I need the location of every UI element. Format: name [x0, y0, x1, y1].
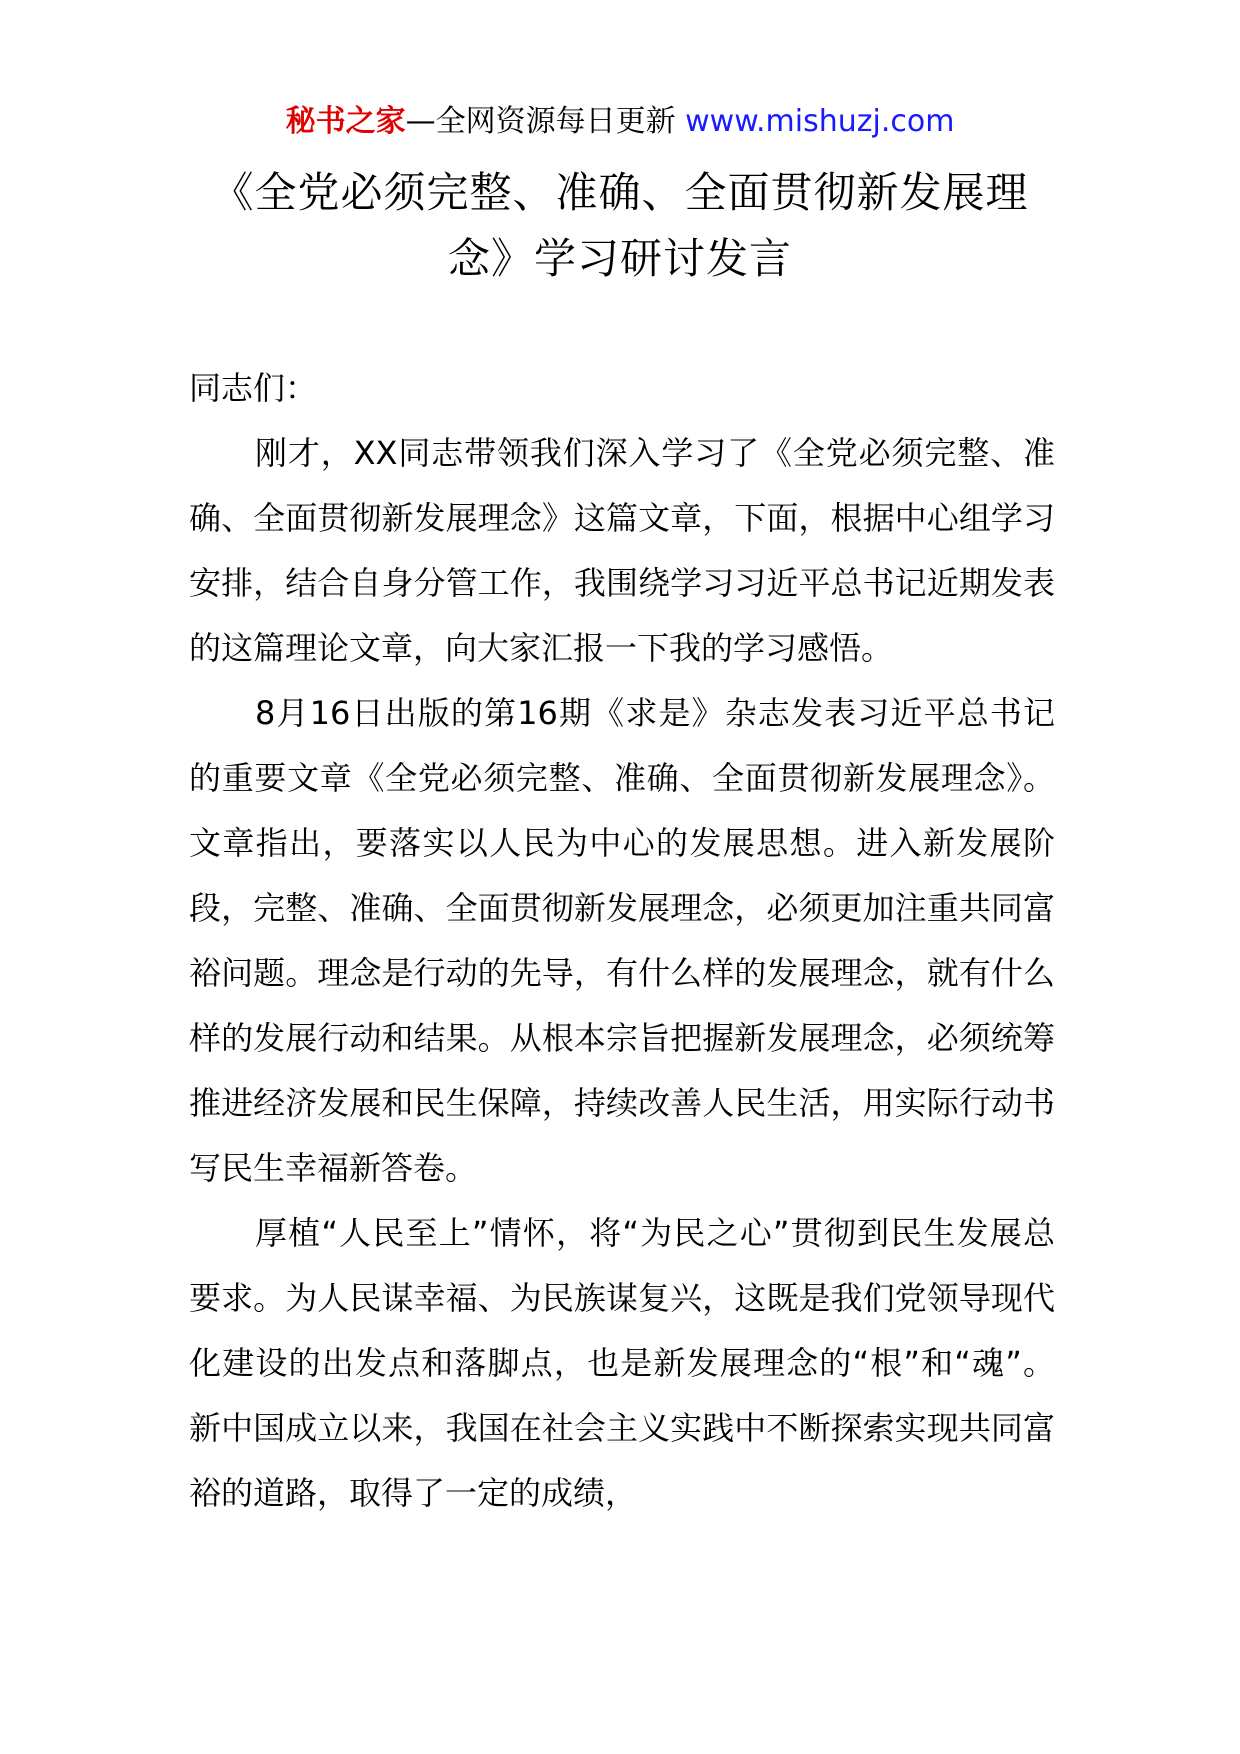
paragraph-3: 厚植“人民至上”情怀，将“为民之心”贯彻到民生发展总要求。为人民谋幸福、为民族谋复兴，这既是我们党领导现代化建设的出发点和落脚点，也是新发展理念的“根”和“魂”。新中国成立以来，我国在社会主义实践中不断探索实现共同富裕的道路，取得了一定的成绩， [189, 1214, 1055, 1512]
site-slogan: —全网资源每日更新 [405, 104, 686, 139]
document-body [189, 356, 1055, 1526]
paragraph-1: 刚才，XX同志带领我们深入学习了《全党必须完整、准确、全面贯彻新发展理念》这篇文章，下面，根据中心组学习安排，结合自身分管工作，我围绕学习习近平总书记近期发表的这篇理论文章，向大家汇报一下我的学习感悟。 [189, 434, 1055, 667]
document-title: 《全党必须完整、准确、全面贯彻新发展理念》学习研讨发言 [211, 168, 1029, 283]
brand-name: 秘书之家 [285, 104, 406, 139]
paragraph-2: 8月16日出版的第16期《求是》杂志发表习近平总书记的重要文章《全党必须完整、准确、全面贯彻新发展理念》。文章指出，要落实以人民为中心的发展思想。进入新发展阶段，完整、准确、全面贯彻新发展理念，必须更加注重共同富裕问题。理念是行动的先导，有什么样的发展理念，就有什么样的发展行动和结果。从根本宗旨把握新发展理念，必须统筹推进经济发展和民生保障，持续改善人民生活，用实际行动书写民生幸福新答卷。 [189, 694, 1055, 1187]
salutation: 同志们： [189, 369, 318, 407]
site-header [0, 102, 1240, 142]
site-url-link[interactable]: www.mishuzj.com [685, 104, 955, 139]
